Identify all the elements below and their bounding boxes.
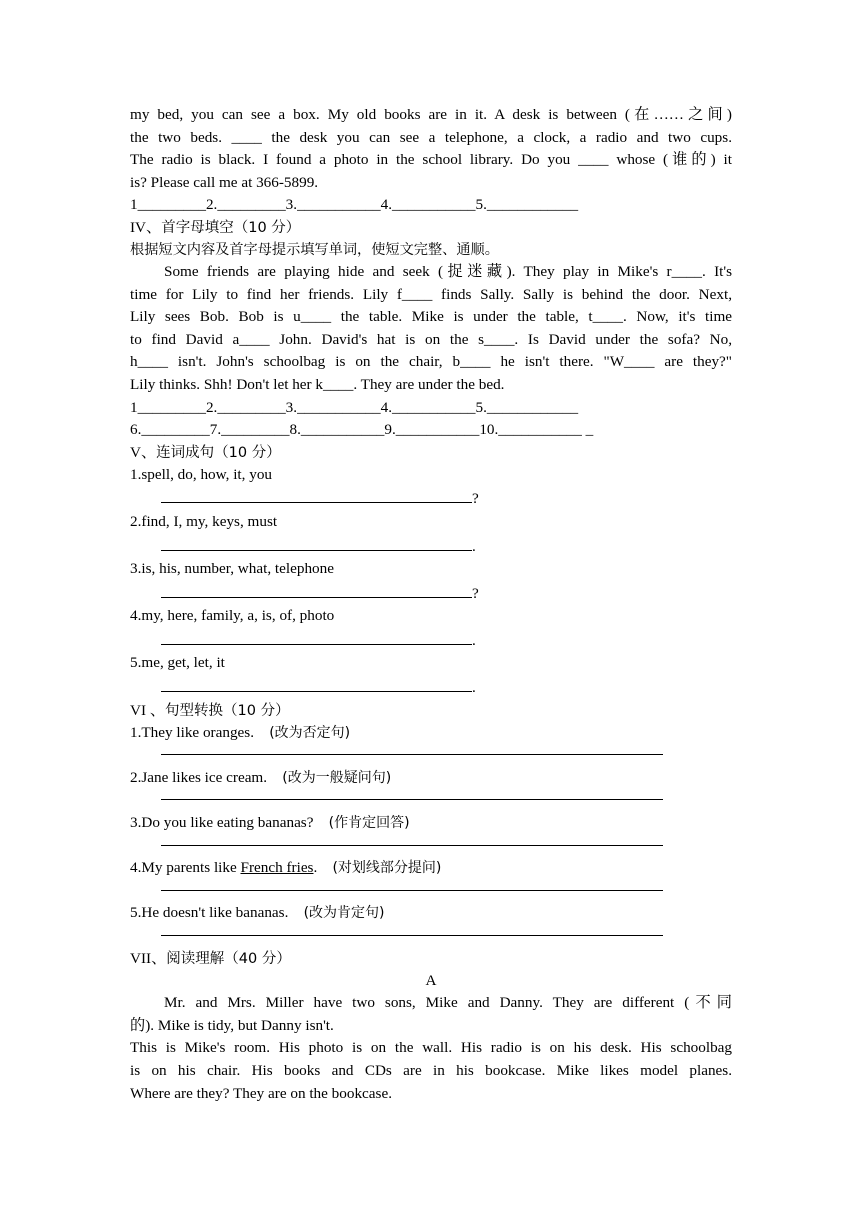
passage-line: Mr. and Mrs. Miller have two sons, Mike and Danny. They are different (不同	[164, 994, 732, 1012]
answer-line[interactable]	[161, 835, 732, 858]
section-heading-vii	[130, 948, 732, 970]
answer-underline[interactable]	[161, 486, 472, 503]
transform-question	[130, 902, 732, 925]
answer-underline[interactable]	[161, 675, 472, 692]
passage-line: h____ isn't. John's schoolbag is on the chair, b____ he isn't there. "W____ are they?"	[130, 353, 732, 371]
section-heading-v	[130, 442, 732, 464]
part3-passage	[130, 104, 732, 194]
transform-question	[130, 767, 732, 790]
section-heading-iv	[130, 217, 732, 239]
answer-underline[interactable]	[161, 890, 663, 891]
section-roman: IV、	[130, 218, 162, 236]
answer-line[interactable]	[161, 486, 732, 511]
question-hint: (改为肯定句)	[303, 905, 385, 922]
answer-line[interactable]	[161, 925, 732, 948]
answer-line[interactable]	[161, 744, 732, 767]
answer-line[interactable]	[161, 534, 732, 559]
section-title: 连词成句（10 分）	[156, 444, 281, 461]
answer-blanks-part4-row2[interactable]: 6._________7._________8.___________9.___________10.___________ _	[130, 421, 594, 439]
passage-line: is on his chair. His books and CDs are in his bookcase. Mike likes model planes.	[130, 1061, 732, 1079]
question-prompt: 3.is, his, number, what, telephone	[130, 560, 334, 578]
question-hint: (改为否定句)	[269, 724, 351, 741]
transform-question	[130, 857, 732, 880]
section-roman: VII、	[130, 949, 167, 967]
underlined-phrase: French fries	[240, 859, 314, 877]
passage-line: Lily sees Bob. Bob is u____ the table. Mike is under the table, t____. Now, it's time	[130, 308, 732, 326]
passage-line: The radio is black. I found a photo in the school library. Do you ____ whose (谁的) it	[130, 151, 732, 169]
question-hint: (对划线部分提问)	[332, 860, 442, 877]
passage-label: A	[425, 971, 437, 989]
passage-line: my bed, you can see a box. My old books are in it. A desk is between (在……之间)	[130, 106, 732, 123]
answer-line[interactable]	[161, 675, 732, 700]
reading-passage-a	[130, 992, 732, 1105]
section-title: 首字母填空（10 分）	[161, 219, 301, 236]
question-hint: (改为一般疑问句)	[282, 769, 392, 786]
question-text: 1.They like oranges.	[130, 723, 254, 741]
answer-line[interactable]	[161, 880, 732, 903]
worksheet-page	[130, 104, 732, 1105]
passage-line: This is Mike's room. His photo is on the wall. His radio is on his desk. His schoolbag	[130, 1039, 732, 1057]
answer-end-punct: .	[472, 537, 476, 555]
answer-underline[interactable]	[161, 799, 663, 800]
answer-underline[interactable]	[161, 581, 472, 598]
question-text: 5.He doesn't like bananas.	[130, 904, 289, 922]
section-title: 阅读理解（40 分）	[166, 950, 291, 967]
question-prompt: 4.my, here, family, a, is, of, photo	[130, 607, 335, 625]
section-heading-vi	[130, 700, 732, 722]
answer-underline[interactable]	[161, 845, 663, 846]
question-hint: (作肯定回答)	[328, 815, 410, 832]
transform-question	[130, 812, 732, 835]
answer-underline[interactable]	[161, 935, 663, 936]
answer-end-punct: .	[472, 679, 476, 697]
answer-underline[interactable]	[161, 534, 472, 551]
question-text: 2.Jane likes ice cream.	[130, 768, 268, 786]
answer-end-punct: ?	[472, 584, 479, 602]
passage-line: Where are they? They are on the bookcase.	[130, 1084, 392, 1102]
question-text: 4.My parents like	[130, 859, 241, 877]
answer-blanks-part4-row1[interactable]: 1_________2._________3.___________4.___________5.____________	[130, 398, 579, 416]
section-instruction: 根据短文内容及首字母提示填写单词，使短文完整、通顺。	[130, 241, 499, 258]
transform-question	[130, 722, 732, 745]
passage-line: Lily thinks. Shh! Don't let her k____. They are under the bed.	[130, 375, 505, 393]
answer-end-punct: ?	[472, 490, 479, 508]
question-prompt: 1.spell, do, how, it, you	[130, 465, 273, 483]
answer-line[interactable]	[161, 789, 732, 812]
passage-line: time for Lily to find her friends. Lily f____ finds Sally. Sally is behind the door. Next,	[130, 285, 732, 303]
question-prompt: 2.find, I, my, keys, must	[130, 512, 278, 530]
question-prompt: 5.me, get, let, it	[130, 654, 225, 672]
answer-underline[interactable]	[161, 754, 663, 755]
question-text-end: .	[313, 859, 318, 877]
passage-line: is? Please call me at 366-5899.	[130, 173, 319, 191]
section-roman: V、	[130, 443, 157, 461]
answer-end-punct: .	[472, 631, 476, 649]
passage-line: 的). Mike is tidy, but Danny isn't.	[130, 1016, 334, 1034]
question-text: 3.Do you like eating bananas?	[130, 814, 314, 832]
section-title: 句型转换（10 分）	[165, 702, 290, 719]
section-roman: VI 、	[130, 701, 166, 719]
passage-line: Some friends are playing hide and seek (捉迷藏). They play in Mike's r____. It's	[164, 262, 732, 280]
answer-blanks-part3[interactable]: 1_________2._________3.___________4.___________5.____________	[130, 196, 579, 214]
answer-line[interactable]	[161, 628, 732, 653]
answer-line[interactable]	[161, 581, 732, 606]
answer-underline[interactable]	[161, 628, 472, 645]
passage-line: to find David a____ John. David's hat is on the s____. Is David under the sofa? No,	[130, 330, 732, 348]
passage-line: the two beds. ____ the desk you can see a telephone, a clock, a radio and two cups.	[130, 128, 732, 146]
part4-passage	[130, 261, 732, 397]
